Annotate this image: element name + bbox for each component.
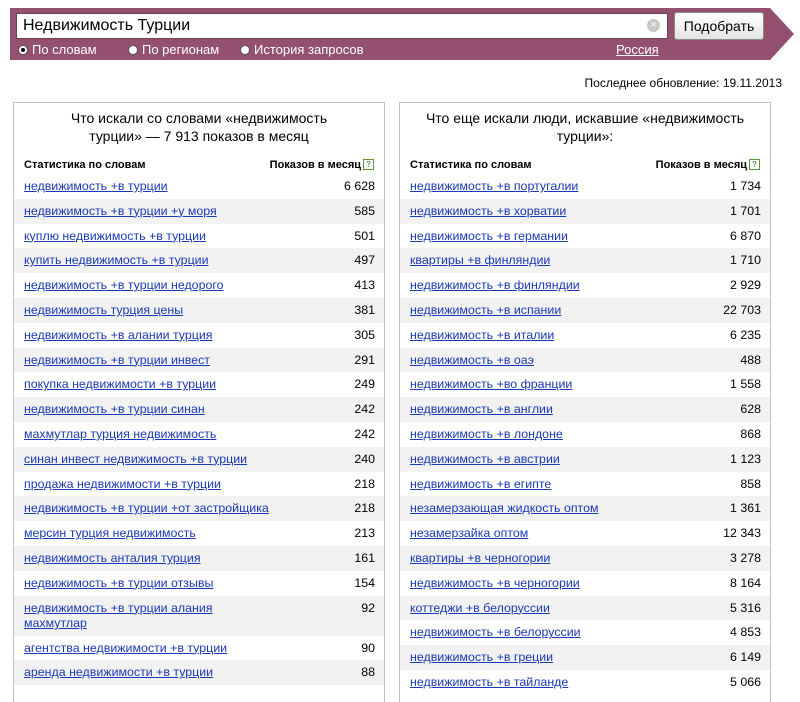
impressions-count: 1 361 bbox=[729, 501, 761, 516]
table-row bbox=[400, 174, 770, 199]
impressions-count: 2 929 bbox=[729, 278, 761, 293]
phrase-link[interactable]: квартиры +в финляндии bbox=[410, 253, 551, 268]
mode-label: История запросов bbox=[254, 42, 364, 57]
table-row bbox=[14, 660, 384, 685]
phrase-link[interactable]: недвижимость +в турции инвест bbox=[24, 352, 210, 367]
table-row bbox=[14, 596, 384, 636]
mode-by-regions[interactable] bbox=[128, 42, 219, 58]
impressions-count: 249 bbox=[354, 377, 375, 392]
phrase-link[interactable]: куплю недвижимость +в турции bbox=[24, 228, 206, 243]
phrase-link[interactable]: незамерзайка оптом bbox=[410, 526, 529, 541]
impressions-count: 497 bbox=[354, 253, 375, 268]
phrase-link[interactable]: коттеджи +в белоруссии bbox=[410, 600, 550, 615]
phrase-link[interactable]: недвижимость +в турции недорого bbox=[24, 278, 224, 293]
impressions-count: 1 710 bbox=[729, 253, 761, 268]
table-row bbox=[14, 372, 384, 397]
table-row bbox=[14, 273, 384, 298]
phrase-link[interactable]: агентства недвижимости +в турции bbox=[24, 640, 228, 655]
phrase-link[interactable]: недвижимость +в турции +от застройщика bbox=[24, 501, 269, 516]
table-row bbox=[400, 472, 770, 497]
impressions-count: 213 bbox=[354, 526, 375, 541]
phrase-link[interactable]: недвижимость +в италии bbox=[410, 327, 555, 342]
phrase-link[interactable]: недвижимость +в белоруссии bbox=[410, 625, 581, 640]
table-row bbox=[14, 422, 384, 447]
phrase-link[interactable]: недвижимость анталия турция bbox=[24, 550, 201, 565]
impressions-count: 161 bbox=[354, 550, 375, 565]
impressions-count: 1 734 bbox=[729, 179, 761, 193]
impressions-count: 92 bbox=[361, 600, 375, 615]
phrase-link[interactable]: недвижимость +в португалии bbox=[410, 179, 579, 193]
table-row bbox=[400, 620, 770, 645]
phrase-link[interactable]: недвижимость +в турции +у моря bbox=[24, 203, 217, 218]
mode-by-words[interactable] bbox=[18, 42, 97, 58]
related-panel bbox=[399, 102, 771, 702]
phrase-link[interactable]: недвижимость +в турции алания махмутлар bbox=[24, 600, 213, 631]
impressions-count: 1 123 bbox=[729, 451, 761, 466]
search-bar-arrow bbox=[770, 8, 794, 60]
table-row bbox=[400, 422, 770, 447]
impressions-count: 88 bbox=[361, 665, 375, 680]
impressions-count: 12 343 bbox=[723, 526, 761, 541]
panel-title-line: турции» — 7 913 показов в месяц bbox=[89, 128, 309, 144]
table-row bbox=[14, 472, 384, 497]
phrase-link[interactable]: махмутлар турция недвижимость bbox=[24, 426, 217, 441]
impressions-count: 858 bbox=[740, 476, 761, 491]
impressions-count: 242 bbox=[354, 402, 375, 417]
impressions-count: 628 bbox=[740, 402, 761, 417]
table-row bbox=[400, 596, 770, 621]
impressions-count: 218 bbox=[354, 501, 375, 516]
region-link[interactable]: Россия bbox=[616, 42, 659, 57]
phrase-link[interactable]: недвижимость +в турции bbox=[24, 179, 168, 193]
table-row bbox=[14, 199, 384, 224]
table-row bbox=[400, 298, 770, 323]
table-row bbox=[400, 496, 770, 521]
mode-history[interactable] bbox=[240, 42, 364, 58]
table-row bbox=[400, 670, 770, 695]
table-row bbox=[400, 521, 770, 546]
table-row bbox=[14, 571, 384, 596]
phrase-link[interactable]: недвижимость +в турции отзывы bbox=[24, 575, 214, 590]
phrase-link[interactable]: недвижимость +в черногории bbox=[410, 575, 580, 590]
table-row bbox=[14, 224, 384, 249]
column-header-count bbox=[270, 159, 374, 171]
column-header-label: Показов в месяц bbox=[655, 159, 747, 171]
panel-title bbox=[400, 109, 770, 145]
phrase-link[interactable]: недвижимость +в австрии bbox=[410, 451, 560, 466]
table-row bbox=[14, 496, 384, 521]
table-row bbox=[400, 546, 770, 571]
impressions-count: 90 bbox=[361, 640, 375, 655]
phrase-link[interactable]: незамерзающая жидкость оптом bbox=[410, 501, 599, 516]
phrase-link[interactable]: недвижимость +в турции синан bbox=[24, 402, 205, 417]
phrase-link[interactable]: недвижимость +в финляндии bbox=[410, 278, 580, 293]
impressions-count: 154 bbox=[354, 575, 375, 590]
impressions-count: 6 235 bbox=[729, 327, 761, 342]
table-row bbox=[400, 248, 770, 273]
table-row bbox=[400, 645, 770, 670]
mode-label: По словам bbox=[32, 42, 97, 57]
impressions-count: 381 bbox=[354, 302, 375, 317]
phrase-link[interactable]: недвижимость +в оаэ bbox=[410, 352, 534, 367]
phrase-link[interactable]: синан инвест недвижимость +в турции bbox=[24, 451, 248, 466]
mode-label: По регионам bbox=[142, 42, 220, 57]
help-icon[interactable]: ? bbox=[749, 159, 760, 170]
table-row bbox=[14, 397, 384, 422]
phrase-link[interactable]: покупка недвижимости +в турции bbox=[24, 377, 217, 392]
impressions-count: 6 628 bbox=[343, 179, 375, 193]
table-row bbox=[14, 348, 384, 373]
phrase-link[interactable]: недвижимость +в хорватии bbox=[410, 203, 567, 218]
impressions-count: 5 066 bbox=[729, 674, 761, 689]
impressions-count: 240 bbox=[354, 451, 375, 466]
impressions-count: 1 701 bbox=[729, 203, 761, 218]
words-table bbox=[14, 174, 384, 685]
table-row bbox=[400, 323, 770, 348]
table-row bbox=[14, 521, 384, 546]
column-header-count bbox=[656, 159, 760, 171]
phrase-link[interactable]: квартиры +в черногории bbox=[410, 550, 551, 565]
clear-icon[interactable]: × bbox=[647, 19, 660, 32]
table-row bbox=[400, 348, 770, 373]
last-update: Последнее обновление: 19.11.2013 bbox=[584, 76, 782, 90]
table-row bbox=[14, 546, 384, 571]
impressions-count: 3 278 bbox=[729, 550, 761, 565]
impressions-count: 868 bbox=[740, 426, 761, 441]
phrase-link[interactable]: недвижимость +в англии bbox=[410, 402, 553, 417]
impressions-count: 291 bbox=[354, 352, 375, 367]
panel-title-line: Что еще искали люди, искавшие «недвижимость bbox=[425, 110, 745, 126]
search-input[interactable] bbox=[17, 14, 637, 38]
table-row bbox=[14, 298, 384, 323]
table-row bbox=[400, 447, 770, 472]
phrase-link[interactable]: мерсин турция недвижимость bbox=[24, 526, 196, 541]
impressions-count: 5 316 bbox=[729, 600, 761, 615]
panel-title-line: Что искали со словами «недвижимость bbox=[70, 110, 328, 126]
phrase-link[interactable]: недвижимость +в испании bbox=[410, 302, 562, 317]
phrase-link[interactable]: недвижимость +во франции bbox=[410, 377, 573, 392]
table-row bbox=[14, 248, 384, 273]
impressions-count: 488 bbox=[740, 352, 761, 367]
impressions-count: 6 870 bbox=[729, 228, 761, 243]
table-row bbox=[14, 636, 384, 661]
impressions-count: 4 853 bbox=[729, 625, 761, 640]
impressions-count: 413 bbox=[354, 278, 375, 293]
table-row bbox=[400, 372, 770, 397]
help-icon[interactable]: ? bbox=[363, 159, 374, 170]
impressions-count: 6 149 bbox=[729, 650, 761, 665]
words-panel bbox=[13, 102, 385, 702]
radio-icon[interactable] bbox=[128, 45, 138, 55]
search-field[interactable] bbox=[16, 13, 668, 39]
panel-title bbox=[14, 109, 384, 145]
phrase-link[interactable]: купить недвижимость +в турции bbox=[24, 253, 209, 268]
impressions-count: 1 558 bbox=[729, 377, 761, 392]
panel-title-line: турции»: bbox=[556, 128, 614, 144]
impressions-count: 585 bbox=[354, 203, 375, 218]
phrase-link[interactable]: недвижимость +в греции bbox=[410, 650, 554, 665]
phrase-link[interactable]: недвижимость +в тайланде bbox=[410, 674, 569, 689]
table-row bbox=[14, 447, 384, 472]
phrase-link[interactable]: недвижимость турция цены bbox=[24, 302, 184, 317]
impressions-count: 8 164 bbox=[729, 575, 761, 590]
phrase-link[interactable]: недвижимость +в германии bbox=[410, 228, 568, 243]
table-row bbox=[14, 174, 384, 199]
phrase-link[interactable]: аренда недвижимости +в турции bbox=[24, 665, 214, 680]
related-table bbox=[400, 174, 770, 695]
table-row bbox=[400, 224, 770, 249]
impressions-count: 242 bbox=[354, 426, 375, 441]
phrase-link[interactable]: недвижимость +в лондоне bbox=[410, 426, 563, 441]
radio-checked-icon[interactable] bbox=[18, 45, 28, 55]
column-header-words: Статистика по словам bbox=[24, 159, 146, 171]
table-row bbox=[14, 323, 384, 348]
table-row bbox=[400, 397, 770, 422]
table-row bbox=[400, 571, 770, 596]
table-row bbox=[400, 199, 770, 224]
impressions-count: 305 bbox=[354, 327, 375, 342]
search-bar bbox=[10, 8, 770, 60]
phrase-link[interactable]: продажа недвижимости +в турции bbox=[24, 476, 221, 491]
impressions-count: 22 703 bbox=[723, 302, 761, 317]
phrase-link[interactable]: недвижимость +в египте bbox=[410, 476, 552, 491]
column-header-label: Показов в месяц bbox=[269, 159, 361, 171]
impressions-count: 218 bbox=[354, 476, 375, 491]
phrase-link[interactable]: недвижимость +в алании турция bbox=[24, 327, 213, 342]
impressions-count: 501 bbox=[354, 228, 375, 243]
table-row bbox=[400, 273, 770, 298]
radio-icon[interactable] bbox=[240, 45, 250, 55]
column-header-words: Статистика по словам bbox=[410, 159, 532, 171]
submit-button[interactable]: Подобрать bbox=[674, 12, 764, 40]
